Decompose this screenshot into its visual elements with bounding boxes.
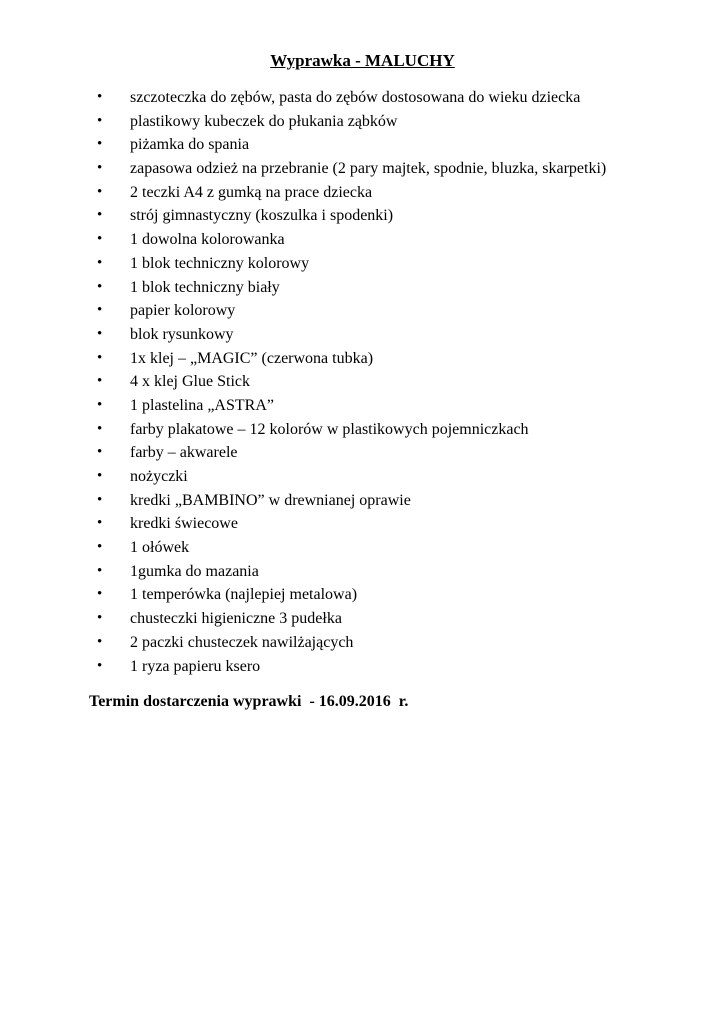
list-item-text: 4 x klej Glue Stick xyxy=(130,373,250,391)
list-item-text: kredki świecowe xyxy=(130,515,238,533)
list-item-text: szczoteczka do zębów, pasta do zębów dostosowana do wieku dziecka xyxy=(130,89,581,106)
list-item-text: 2 paczki chusteczek nawilżających xyxy=(130,633,354,651)
bullet-icon: • xyxy=(97,420,103,437)
list-item-text: 1gumka do mazania xyxy=(130,562,259,580)
list-item-text: farby – akwarele xyxy=(130,444,238,462)
bullet-icon: • xyxy=(97,586,103,603)
list-item-text: 1 ołówek xyxy=(130,539,190,557)
list-item-text: 1 ryza papieru ksero xyxy=(130,657,261,675)
bullet-icon: • xyxy=(97,89,103,105)
bullet-icon: • xyxy=(97,349,103,366)
bullet-icon: • xyxy=(97,112,103,129)
bullet-icon: • xyxy=(97,539,103,556)
bullet-icon: • xyxy=(97,278,103,295)
bullet-icon: • xyxy=(97,444,103,461)
list-item-text: strój gimnastyczny (koszulka i spodenki) xyxy=(130,207,394,225)
list-item-text: chusteczki higieniczne 3 pudełka xyxy=(130,610,342,628)
delivery-deadline: Termin dostarczenia wyprawki - 16.09.2016 r. xyxy=(89,693,409,710)
list-item-text: blok rysunkowy xyxy=(130,325,234,343)
bullet-icon: • xyxy=(97,231,103,248)
bullet-icon: • xyxy=(97,136,103,153)
list-item-text: 1x klej – „MAGIC” (czerwona tubka) xyxy=(130,349,374,367)
list-item-text: zapasowa odzież na przebranie (2 pary majtek, spodnie, bluzka, skarpetki) xyxy=(130,160,607,178)
bullet-icon: • xyxy=(97,396,103,413)
list-item-text: 1 temperówka (najlepiej metalowa) xyxy=(130,586,358,604)
list-item-text: farby plakatowe – 12 kolorów w plastikowych pojemniczkach xyxy=(130,420,529,438)
bullet-icon: • xyxy=(97,562,103,579)
bullet-icon: • xyxy=(97,207,103,224)
bullet-icon: • xyxy=(97,468,103,484)
page-title: Wyprawka - MALUCHY xyxy=(270,51,455,70)
list-item-text: plastikowy kubeczek do płukania ząbków xyxy=(130,112,398,130)
bullet-icon: • xyxy=(97,610,103,627)
bullet-icon: • xyxy=(97,160,103,177)
list-item-text: 1 dowolna kolorowanka xyxy=(130,231,285,249)
bullet-icon: • xyxy=(97,254,103,271)
bullet-icon: • xyxy=(97,491,103,508)
list-item-text: kredki „BAMBINO” w drewnianej oprawie xyxy=(130,491,411,509)
bullet-icon: • xyxy=(97,325,103,342)
bullet-icon: • xyxy=(97,515,103,532)
list-item-text: 1 blok techniczny biały xyxy=(130,278,280,296)
bullet-icon: • xyxy=(97,302,103,319)
list-item-text: 1 blok techniczny kolorowy xyxy=(130,254,310,272)
bullet-icon: • xyxy=(97,633,103,650)
list-item-text: 2 teczki A4 z gumką na prace dziecka xyxy=(130,183,373,201)
list-item-text: piżamka do spania xyxy=(130,136,250,154)
list-item-text: nożyczki xyxy=(130,468,188,485)
bullet-icon: • xyxy=(97,183,103,200)
bullet-icon: • xyxy=(97,657,103,674)
bullet-icon: • xyxy=(97,373,103,390)
list-item-text: papier kolorowy xyxy=(130,302,236,320)
list-item-text: 1 plastelina „ASTRA” xyxy=(130,396,274,414)
